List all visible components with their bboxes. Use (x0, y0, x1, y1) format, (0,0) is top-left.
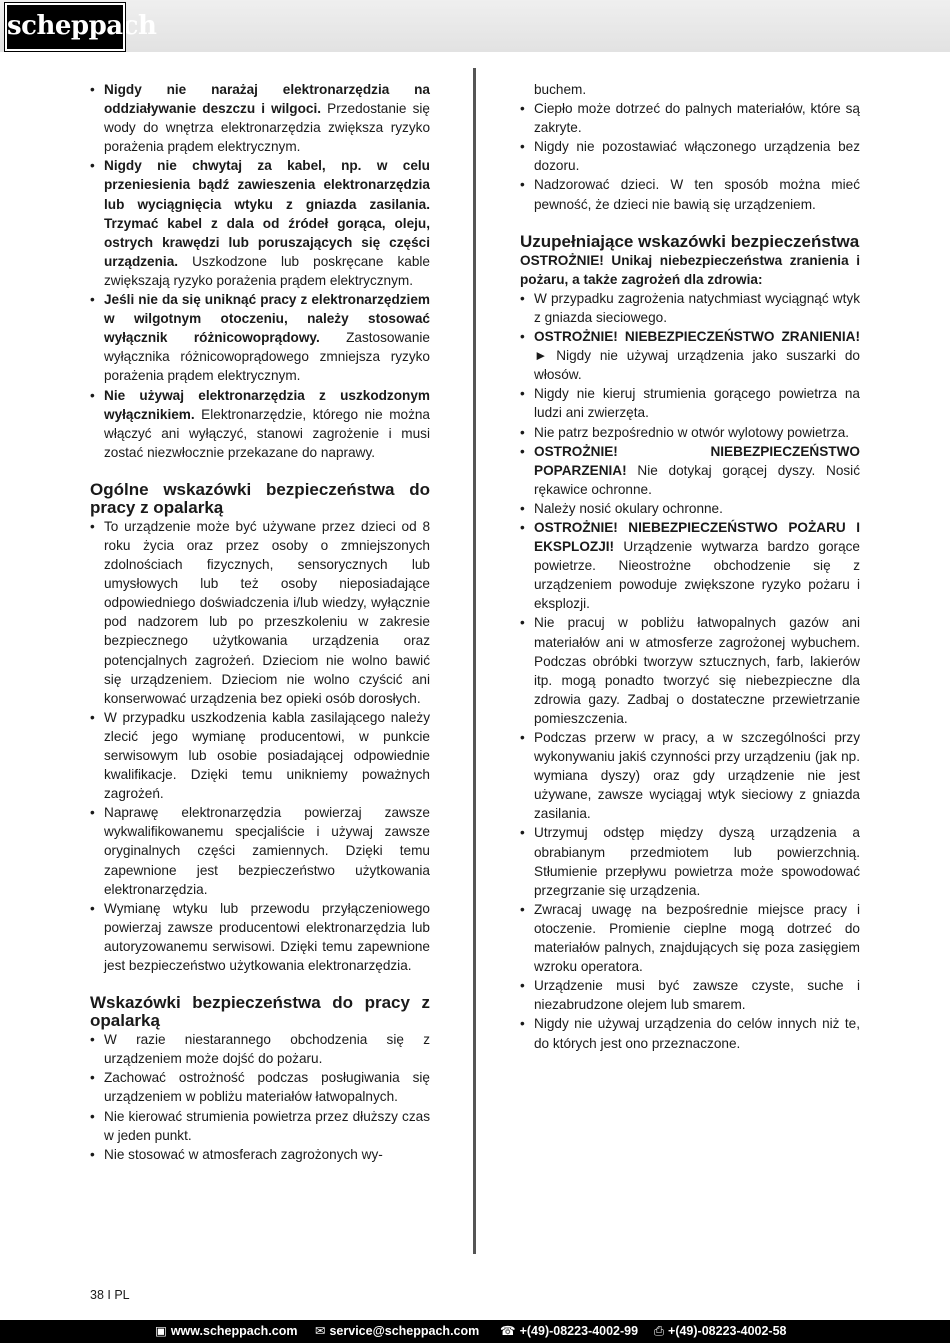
list-item: • Jeśli nie da się uniknąć pracy z elektronarzędziem w wilgotnym otoczeniu, należy stosować wyłącznik różnicowoprądowy. Zastosowanie wyłącznika różnicowoprądowego zmniejsza ryzyko porażenia prądem elektrycznym. (90, 292, 430, 384)
list-item: • OSTROŻNIE! NIEBEZPIECZEŃSTWO POPARZENIA! Nie dotykaj gorącej dyszy. Nosić rękawice ochronne. (520, 443, 860, 497)
list-item: • Utrzymuj odstęp między dyszą urządzenia a obrabianym przedmiotem lub powierzchnią. Stłumienie przepływu powietrza może spowodować przegrzanie się urządzenia. (520, 825, 860, 898)
list-item: • W przypadku uszkodzenia kabla zasilającego należy zlecić jego wymianę producentowi, w punkcie serwisowym lub osobie posiadającej odpowiednie kwalifikacje. Dzięki temu unikniemy poważnych zagrożeń. (90, 709, 430, 802)
list-item: • Nigdy nie kieruj strumienia gorącego powietrza na ludzi ani zwierzęta. (520, 386, 860, 421)
list-item: • Nadzorować dzieci. W ten sposób można mieć pewność, że dzieci nie bawią się urządzeniem. (520, 177, 860, 212)
column-divider (473, 68, 476, 1254)
hot-air-safety-list (90, 1030, 430, 1164)
list-item: • Wymianę wtyku lub przewodu przyłączeniowego powierzaj zawsze producentowi elektronarzędzia lub autoryzowanemu serwisowi. Dzięki temu zapewnione jest bezpieczeństwo użytkowania elektronarzędzia. (90, 900, 430, 974)
footer-email[interactable]: ✉ service@scheppach.com (315, 1320, 479, 1343)
page-number: 38 I PL (90, 1288, 130, 1302)
list-item: • Nie pracuj w pobliżu łatwopalnych gazów ani materiałów ani w atmosferze zagrożonej wybuchem. Podczas obróbki tworzyw sztucznych, farb, lakierów itp. mogą ponadto tworzyć się niebezpieczne dla zdrowia gazy. Zadbaj o dostateczne przewietrzanie pomieszczenia. (520, 615, 860, 726)
header-band (0, 0, 950, 52)
list-item: • OSTROŻNIE! NIEBEZPIECZEŃSTWO POŻARU I EKSPLOZJI! Urządzenie wytwarza bardzo gorące powietrze. Nieostrożne obchodzenie się z urządzeniem powoduje zwiększone ryzyko pożaru i eksplozji. (520, 519, 860, 612)
footer-bar (0, 1320, 950, 1343)
section-heading-general: Ogólne wskazówki bezpieczeństwa do pracy z opalarką (90, 479, 430, 517)
list-item: • Nigdy nie narażaj elektronarzędzia na oddziaływanie deszczu i wilgoci. Przedostanie się wody do wnętrza elektronarzędzia zwiększa ryzyko porażenia prądem elektrycznym. (90, 82, 430, 155)
list-item: • Nie kierować strumienia powietrza przez dłuższy czas w jeden punkt. (90, 1108, 430, 1143)
list-item: • Zachować ostrożność podczas posługiwania się urządzeniem w pobliżu materiałów łatwopalnych. (90, 1070, 430, 1105)
list-item: • Urządzenie musi być zawsze czyste, suche i niezabrudzone olejem lub smarem. (520, 978, 860, 1013)
list-item: • Nigdy nie pozostawiać włączonego urządzenia bez dozoru. (520, 139, 860, 174)
scheppach-logo: scheppach (5, 3, 125, 51)
list-item: • Podczas przerw w pracy, a w szczególności przy wykonywaniu jakiś czynności przy urządzeniu (jak np. wymiana dyszy) oraz gdy urządzenie nie jest używane, zawsze wyciągaj wtyk sieciowy z gniazda zasilania. (520, 730, 860, 822)
section-subtitle-caution: OSTROŻNIE! Unikaj niebezpieczeństwa zranienia i pożaru, a także zagrożeń dla zdrowia: (520, 252, 860, 287)
computer-icon: ▣ (155, 1324, 167, 1338)
list-item: • W przypadku zagrożenia natychmiast wyciągnąć wtyk z gniazda sieciowego. (520, 290, 860, 325)
right-column (520, 80, 860, 1053)
continued-list (520, 99, 860, 214)
section-heading-additional: Uzupełniające wskazówki bezpieczeństwa (520, 231, 860, 251)
list-item: • Nie używaj elektronarzędzia z uszkodzonym wyłącznikiem. Elektronarzędzie, którego nie można włączyć ani wyłączyć, stanowi zagrożenie i musi zostać niezwłocznie przekazane do naprawy. (90, 387, 430, 460)
intro-list (90, 80, 430, 462)
list-item: • Nie patrz bezpośrednio w otwór wylotowy powietrza. (520, 424, 850, 440)
list-item: • Nigdy nie chwytaj za kabel, np. w celu przeniesienia bądź zawieszenia elektronarzędzia lub wyciągnięcia wtyku z gniazda zasilania. Trzymać kabel z dala od źródeł gorąca, oleju, ostrych krawędzi lub poruszających się części urządzenia. Uszkodzone lub poskręcane kable zwiększają ryzyko porażenia prądem elektrycznym. (90, 158, 430, 288)
list-item: • W razie niestarannego obchodzenia się z urządzeniem może dojść do pożaru. (90, 1032, 430, 1067)
list-item: • Należy nosić okulary ochronne. (520, 500, 723, 516)
list-item: • Nigdy nie używaj urządzenia do celów innych niż te, do których jest ono przeznaczone. (520, 1016, 860, 1051)
list-item: • Zwracaj uwagę na bezpośrednie miejsce pracy i otoczenie. Promienie cieplne mogą dotrzeć do materiałów palnych, znajdujących się poza zasięgiem wzroku operatora. (520, 901, 860, 975)
footer-website[interactable]: ▣ www.scheppach.com (155, 1320, 297, 1343)
list-item: • Naprawę elektronarzędzia powierzaj zawsze wykwalifikowanemu specjaliście i używaj zawsze oryginalnych części zamiennych. Dzięki temu zapewnione jest bezpieczeństwo użytkowania elektronarzędzia. (90, 805, 430, 897)
section-heading-hot-air: Wskazówki bezpieczeństwa do pracy z opalarką (90, 993, 430, 1031)
list-item: • Ciepło może dotrzeć do palnych materiałów, które są zakryte. (520, 101, 860, 136)
footer-fax[interactable]: ⎙ +(49)-08223-4002-58 (654, 1320, 787, 1343)
additional-safety-list (520, 289, 860, 1053)
list-item: • OSTROŻNIE! NIEBEZPIECZEŃSTWO ZRANIENIA! ► Nigdy nie używaj urządzenia jako suszarki do włosów. (520, 329, 860, 383)
general-safety-list (90, 517, 430, 975)
continued-text: buchem. (534, 82, 587, 97)
list-item: • Nie stosować w atmosferach zagrożonych wy- (90, 1146, 383, 1162)
list-item: • To urządzenie może być używane przez dzieci od 8 roku życia oraz przez osoby o zmniejszonych zdolnościach fizycznych, sensorycznych lub umysłowych lub też osoby nieposiadające odpowiedniego doświadczenia i/lub wiedzy, wyłącznie pod nadzorem lub po przeszkoleniu w zakresie bezpiecznego użytkowania urządzenia oraz potencjalnych zagrożeń. Dzieciom nie wolno bawić się urządzeniem. Dzieciom nie wolno czyścić ani konserwować urządzenia bez opieki osób dorosłych. (90, 518, 430, 706)
mail-icon: ✉ (315, 1324, 326, 1338)
left-column (90, 80, 430, 1164)
fax-icon: ⎙ (654, 1324, 665, 1338)
footer-phone[interactable]: ☎ +(49)-08223-4002-99 (500, 1320, 638, 1343)
phone-icon: ☎ (500, 1324, 516, 1338)
